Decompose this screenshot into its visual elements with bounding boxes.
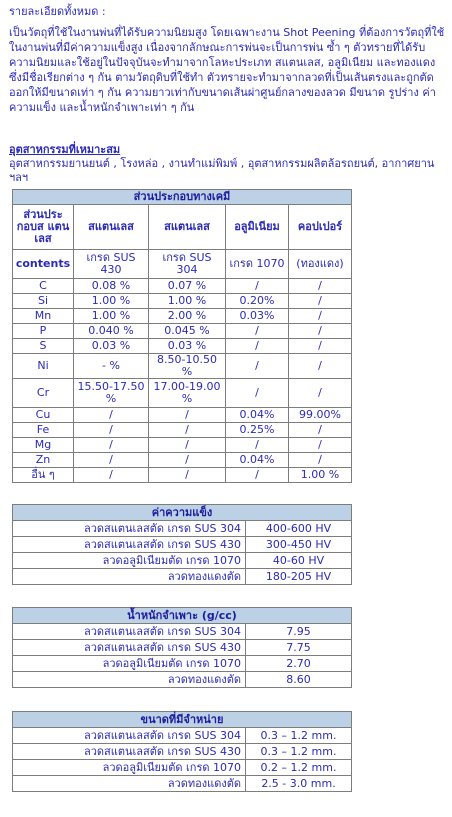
table-cell: 8.60 bbox=[246, 672, 352, 688]
density-table-title: น้ำหนักจำเพาะ (g/cc) bbox=[13, 608, 352, 624]
table-cell: 180-205 HV bbox=[246, 569, 352, 585]
table-cell: / bbox=[74, 453, 149, 468]
table-cell: / bbox=[226, 339, 289, 354]
chem-head-cell: สแตนเลส bbox=[149, 205, 226, 250]
chem-table-body bbox=[13, 279, 352, 483]
industries-text: อุตสาหกรรมยานยนต์ , โรงหล่อ , งานทำแม่พิมพ์ , อุตสาหกรรมผลิตล้อรถยนต์, อากาศยาน ฯลฯ bbox=[9, 157, 435, 184]
table-cell: ลวดสแตนเลสตัด เกรด SUS 430 bbox=[13, 640, 246, 656]
table-row bbox=[13, 309, 352, 324]
table-row bbox=[13, 569, 352, 585]
table-cell: Cu bbox=[13, 408, 74, 423]
table-cell: / bbox=[74, 408, 149, 423]
table-cell: ลวดสแตนเลสตัด เกรด SUS 430 bbox=[13, 744, 246, 760]
table-cell: / bbox=[226, 379, 289, 408]
table-cell: S bbox=[13, 339, 74, 354]
chem-head-cell: อลูมิเนียม bbox=[226, 205, 289, 250]
table-row bbox=[13, 279, 352, 294]
table-row bbox=[13, 624, 352, 640]
table-cell: / bbox=[289, 279, 352, 294]
table-cell: / bbox=[289, 354, 352, 379]
table-cell: 0.08 % bbox=[74, 279, 149, 294]
table-cell: / bbox=[226, 468, 289, 483]
chem-subhead-cell: (ทองแดง) bbox=[289, 250, 352, 279]
table-cell: ลวดอลูมิเนียมตัด เกรด 1070 bbox=[13, 760, 246, 776]
table-row bbox=[13, 521, 352, 537]
table-cell: / bbox=[289, 324, 352, 339]
table-cell: / bbox=[226, 279, 289, 294]
table-cell: ลวดอลูมิเนียมตัด เกรด 1070 bbox=[13, 553, 246, 569]
table-row bbox=[13, 656, 352, 672]
hardness-table-body bbox=[13, 521, 352, 585]
table-cell: / bbox=[289, 438, 352, 453]
table-cell: - % bbox=[74, 354, 149, 379]
table-cell: ลวดสแตนเลสตัด เกรด SUS 304 bbox=[13, 728, 246, 744]
intro-section bbox=[9, 4, 445, 115]
intro-title: รายละเอียดทั้งหมด : bbox=[9, 5, 106, 18]
table-cell: 2.00 % bbox=[149, 309, 226, 324]
table-row bbox=[13, 324, 352, 339]
table-cell: ลวดสแตนเลสตัด เกรด SUS 304 bbox=[13, 624, 246, 640]
chem-head-cell: สแตนเลส bbox=[74, 205, 149, 250]
table-row bbox=[13, 339, 352, 354]
table-cell: / bbox=[226, 324, 289, 339]
table-cell: C bbox=[13, 279, 74, 294]
chem-subhead-cell: contents bbox=[13, 250, 74, 279]
table-row bbox=[13, 760, 352, 776]
table-cell: 0.25% bbox=[226, 423, 289, 438]
table-cell: 7.95 bbox=[246, 624, 352, 640]
table-cell: 300-450 HV bbox=[246, 537, 352, 553]
table-cell: 0.20% bbox=[226, 294, 289, 309]
table-cell: 0.2 – 1.2 mm. bbox=[246, 760, 352, 776]
table-cell: / bbox=[289, 453, 352, 468]
table-cell: ลวดทองแดงตัด bbox=[13, 672, 246, 688]
hardness-table-title: ค่าความแข็ง bbox=[13, 505, 352, 521]
table-cell: / bbox=[149, 453, 226, 468]
chem-subhead-cell: เกรด SUS 304 bbox=[149, 250, 226, 279]
table-cell: อื่น ๆ bbox=[13, 468, 74, 483]
table-cell: / bbox=[74, 468, 149, 483]
table-cell: 0.3 – 1.2 mm. bbox=[246, 728, 352, 744]
table-row bbox=[13, 672, 352, 688]
table-cell: 15.50-17.50 % bbox=[74, 379, 149, 408]
chem-subhead-cell: เกรด 1070 bbox=[226, 250, 289, 279]
table-cell: 0.07 % bbox=[149, 279, 226, 294]
chem-table-title: ส่วนประกอบทางเคมี bbox=[13, 190, 352, 205]
table-row bbox=[13, 776, 352, 792]
table-cell: 400-600 HV bbox=[246, 521, 352, 537]
table-cell: / bbox=[226, 354, 289, 379]
table-cell: 0.040 % bbox=[74, 324, 149, 339]
density-table-body bbox=[13, 624, 352, 688]
table-cell: / bbox=[149, 438, 226, 453]
table-cell: / bbox=[226, 438, 289, 453]
table-cell: 1.00 % bbox=[149, 294, 226, 309]
chem-subhead-cell: เกรด SUS 430 bbox=[74, 250, 149, 279]
table-row bbox=[13, 553, 352, 569]
table-cell: 1.00 % bbox=[74, 309, 149, 324]
sizes-table-title: ขนาดที่มีจำหน่าย bbox=[13, 712, 352, 728]
table-cell: Fe bbox=[13, 423, 74, 438]
table-cell: 0.03% bbox=[226, 309, 289, 324]
table-cell: / bbox=[289, 294, 352, 309]
table-cell: / bbox=[74, 423, 149, 438]
table-cell: P bbox=[13, 324, 74, 339]
table-cell: / bbox=[289, 423, 352, 438]
table-cell: 7.75 bbox=[246, 640, 352, 656]
intro-body: เป็นวัตถุที่ใช้ในงานพ่นที่ได้รับความนิยมสูง โดยเฉพาะงาน Shot Peening ที่ต้องการวัตถุที่ใช้ในงานพ่นที่มีค่าความแข็งสูง เนื่องจากลักษณะการพ่นจะเป็นการพ่น ซ้ำ ๆ ตัวทรายที่ได้รับความนิยมและใช้อยู่ในปัจจุบันจะทำมาจากโลหะประเภท สแตนเลส, อลูมิเนียม และทองแดง ซึ่งมีชื่อเรียกต่าง ๆ กัน ตามวัตถุดิบที่ใช้ทำ ตัวทรายจะทำมาจากลวดที่เป็นเส้นตรงและถูกตัดออกให้มีขนาดเท่า ๆ กัน ความยาวเท่ากับขนาดเส้นผ่าศูนย์กลางของลวด มีขนาด รูปร่าง ค่าความแข็ง และน้ำหนักจำเพาะเท่า ๆ กัน bbox=[9, 26, 445, 114]
table-row bbox=[13, 354, 352, 379]
table-cell: ลวดสแตนเลสตัด เกรด SUS 430 bbox=[13, 537, 246, 553]
table-cell: Zn bbox=[13, 453, 74, 468]
table-cell: ลวดอลูมิเนียมตัด เกรด 1070 bbox=[13, 656, 246, 672]
industries-section bbox=[9, 143, 445, 185]
table-cell: 0.3 – 1.2 mm. bbox=[246, 744, 352, 760]
table-row bbox=[13, 438, 352, 453]
table-cell: Mn bbox=[13, 309, 74, 324]
industries-heading: อุตสาหกรรมที่เหมาะสม bbox=[9, 143, 121, 156]
table-row bbox=[13, 294, 352, 309]
table-row bbox=[13, 744, 352, 760]
table-cell: 0.03 % bbox=[74, 339, 149, 354]
table-cell: Ni bbox=[13, 354, 74, 379]
chem-head-cell: คอปเปอร์ bbox=[289, 205, 352, 250]
table-row bbox=[13, 640, 352, 656]
table-row bbox=[13, 453, 352, 468]
table-cell: ลวดทองแดงตัด bbox=[13, 776, 246, 792]
table-cell: / bbox=[289, 379, 352, 408]
chemical-composition-table bbox=[12, 189, 352, 483]
table-cell: / bbox=[289, 309, 352, 324]
density-table bbox=[12, 607, 352, 688]
table-cell: 1.00 % bbox=[74, 294, 149, 309]
table-cell: 0.045 % bbox=[149, 324, 226, 339]
table-cell: / bbox=[149, 423, 226, 438]
table-cell: 17.00-19.00 % bbox=[149, 379, 226, 408]
table-row bbox=[13, 379, 352, 408]
table-row bbox=[13, 423, 352, 438]
table-cell: ลวดสแตนเลสตัด เกรด SUS 304 bbox=[13, 521, 246, 537]
table-cell: 0.03 % bbox=[149, 339, 226, 354]
table-row bbox=[13, 537, 352, 553]
sizes-table bbox=[12, 711, 352, 792]
table-cell: / bbox=[149, 468, 226, 483]
sizes-table-body bbox=[13, 728, 352, 792]
table-cell: 0.04% bbox=[226, 453, 289, 468]
table-cell: 40-60 HV bbox=[246, 553, 352, 569]
table-row bbox=[13, 728, 352, 744]
table-cell: 8.50-10.50 % bbox=[149, 354, 226, 379]
table-row bbox=[13, 408, 352, 423]
table-cell: / bbox=[289, 339, 352, 354]
table-cell: 0.04% bbox=[226, 408, 289, 423]
table-cell: 2.5 - 3.0 mm. bbox=[246, 776, 352, 792]
table-cell: / bbox=[149, 408, 226, 423]
table-cell: ลวดทองแดงตัด bbox=[13, 569, 246, 585]
table-cell: 99.00% bbox=[289, 408, 352, 423]
table-cell: / bbox=[74, 438, 149, 453]
hardness-table bbox=[12, 504, 352, 585]
table-cell: Si bbox=[13, 294, 74, 309]
table-cell: 2.70 bbox=[246, 656, 352, 672]
table-row bbox=[13, 468, 352, 483]
table-cell: Cr bbox=[13, 379, 74, 408]
table-cell: 1.00 % bbox=[289, 468, 352, 483]
table-cell: Mg bbox=[13, 438, 74, 453]
chem-head-cell: ส่วนประกอบส แตนเลส bbox=[13, 205, 74, 250]
